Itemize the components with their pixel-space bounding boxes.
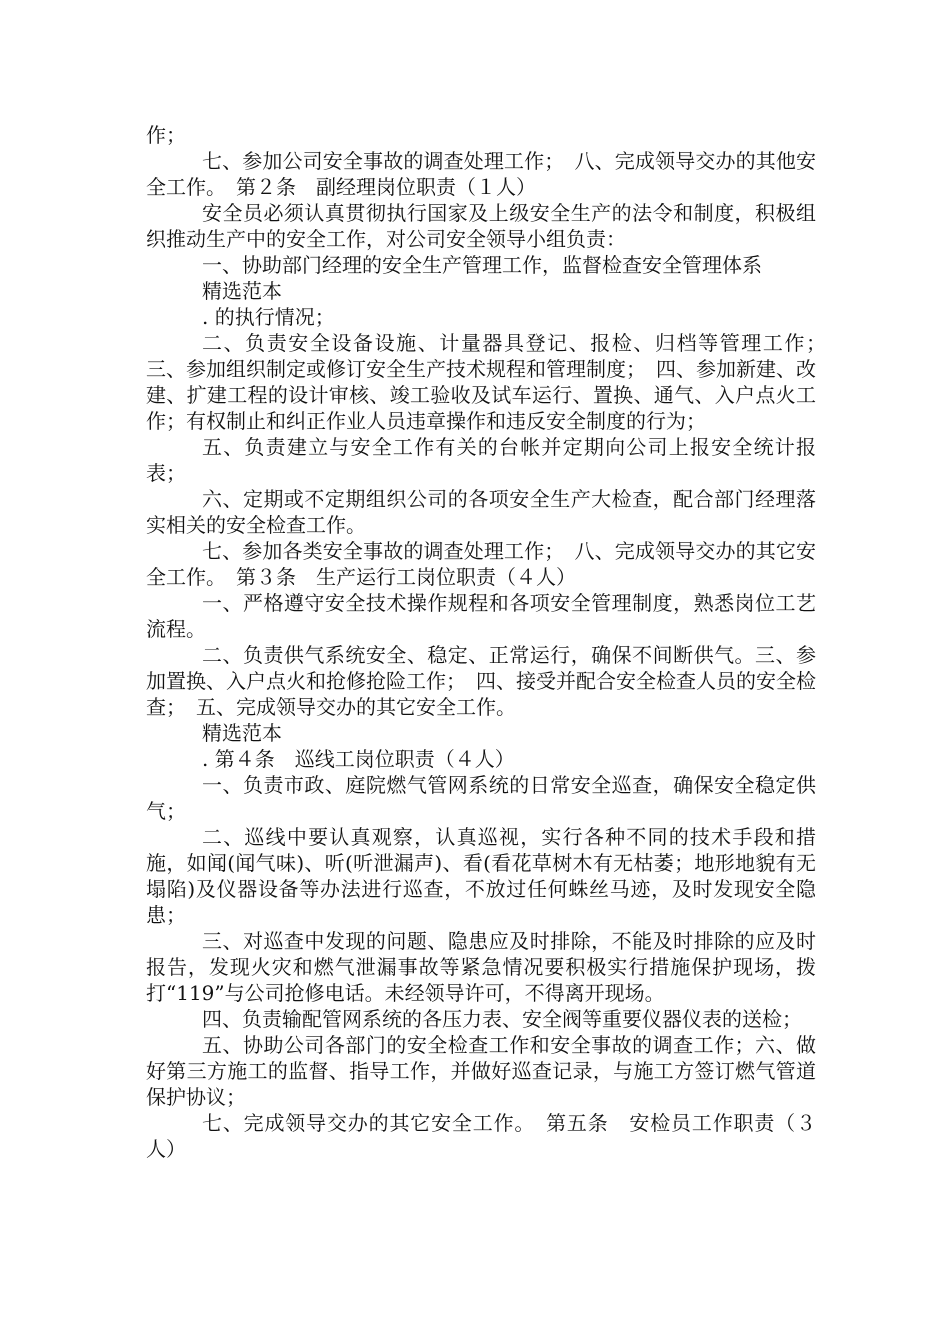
- paragraph: 三、对巡查中发现的问题、隐患应及时排除，不能及时排除的应及时报告，发现火灾和燃气泄漏事故等紧急情况要积极实行措施保护现场，拨打“119”与公司抢修电话。未经领导许可，不得离开现场。: [146, 929, 816, 1005]
- paragraph: . 第４条 巡线工岗位职责（４人）: [202, 747, 515, 771]
- paragraph: 四、负责输配管网系统的各压力表、安全阀等重要仪器仪表的送检；: [202, 1007, 802, 1031]
- paragraph: 七、参加各类安全事故的调查处理工作； 八、完成领导交办的其它安全工作。 第３条 生产运行工岗位职责（４人）: [146, 539, 816, 589]
- paragraph: 一、协助部门经理的安全生产管理工作，监督检查安全管理体系: [202, 253, 762, 277]
- paragraph: 二、负责供气系统安全、稳定、正常运行，确保不间断供气。三、参加置换、入户点火和抢修抢险工作； 四、接受并配合安全检查人员的安全检查； 五、完成领导交办的其它安全工作。: [146, 643, 816, 719]
- paragraph: 二、负责安全设备设施、计量器具登记、报检、归档等管理工作； 三、参加组织制定或修订安全生产技术规程和管理制度； 四、参加新建、改建、扩建工程的设计审核、竣工验收及试车运行、置换、通气、入户点火工作；有权制止和纠正作业人员违章操作和违反安全制度的行为；: [146, 331, 836, 433]
- page-footer-label: 精选范本: [202, 721, 282, 745]
- paragraph: 五、协助公司各部门的安全检查工作和安全事故的调查工作；六、做好第三方施工的监督、指导工作，并做好巡查记录，与施工方签订燃气管道保护协议；: [146, 1033, 816, 1109]
- paragraph: 安全员必须认真贯彻执行国家及上级安全生产的法令和制度，积极组织推动生产中的安全工作，对公司安全领导小组负责：: [146, 201, 816, 251]
- document-body: [146, 122, 836, 1162]
- paragraph: 六、定期或不定期组织公司的各项安全生产大检查，配合部门经理落实相关的安全检查工作。: [146, 487, 816, 537]
- paragraph: 七、完成领导交办的其它安全工作。 第五条 安检员工作职责（３人）: [146, 1111, 816, 1161]
- paragraph: 一、严格遵守安全技术操作规程和各项安全管理制度，熟悉岗位工艺流程。: [146, 591, 816, 641]
- paragraph: . 的执行情况；: [202, 305, 335, 329]
- paragraph: 七、参加公司安全事故的调查处理工作； 八、完成领导交办的其他安全工作。 第２条 副经理岗位职责（１人）: [146, 149, 816, 199]
- paragraph: 作；: [146, 123, 186, 147]
- page-footer-label: 精选范本: [202, 279, 282, 303]
- paragraph: 二、巡线中要认真观察，认真巡视，实行各种不同的技术手段和措施，如闻(闻气味)、听(听泄漏声)、看(看花草树木有无枯萎；地形地貌有无塌陷)及仪器设备等办法进行巡查，不放过任何蛛丝马迹，及时发现安全隐患；: [146, 825, 816, 927]
- paragraph: 五、负责建立与安全工作有关的台帐并定期向公司上报安全统计报表；: [146, 435, 816, 485]
- paragraph: 一、负责市政、庭院燃气管网系统的日常安全巡查，确保安全稳定供气；: [146, 773, 816, 823]
